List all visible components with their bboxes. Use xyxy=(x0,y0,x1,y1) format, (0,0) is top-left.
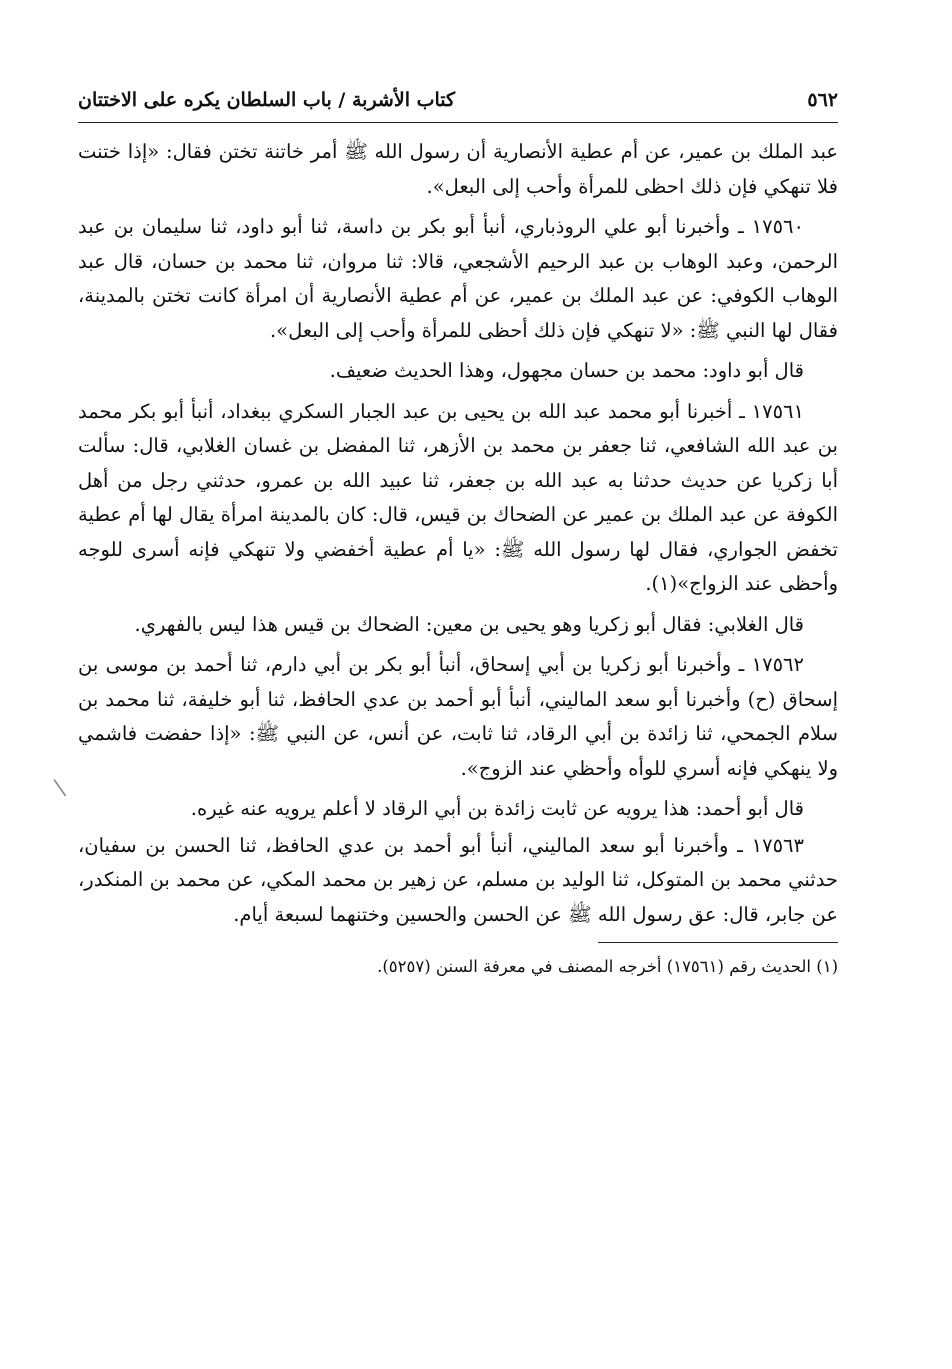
margin-pencil-mark: | xyxy=(49,774,69,799)
comment-abu-dawud: قال أبو داود: محمد بن حسان مجهول، وهذا الحديث ضعيف. xyxy=(329,359,804,382)
comment-abu-ahmad: قال أبو أحمد: هذا يرويه عن ثابت زائدة بن أبي الرقاد لا أعلم يرويه عنه غيره. xyxy=(190,797,804,820)
running-title: كتاب الأشربة / باب السلطان يكره على الاختتان xyxy=(78,89,456,111)
hadith-17560: ١٧٥٦٠ ـ وأخبرنا أبو علي الروذباري، أنبأ أبو بكر بن داسة، ثنا أبو داود، ثنا سليمان بن عبد الرحمن، وعبد الوهاب بن عبد الرحيم الأشجعي، قالا: ثنا مروان، ثنا محمد بن حسان، قال عبد الوهاب الكوفي: عن عبد الملك بن عمير، عن أم عطية الأنصارية أن امرأة كانت تختن بالمدينة، فقال لها النبي ﷺ: «لا تنهكي فإن ذلك أحظى للمرأة وأحب إلى البعل». xyxy=(78,215,838,342)
comment-ghalabi: قال الغلابي: فقال أبو زكريا وهو يحيى بن معين: الضحاك بن قيس هذا ليس بالفهري. xyxy=(134,612,804,636)
page-number: ٥٦٢ xyxy=(807,89,838,111)
running-head xyxy=(78,78,838,123)
page xyxy=(78,78,838,981)
hadith-17563: ١٧٥٦٣ ـ وأخبرنا أبو سعد الماليني، أنبأ أبو أحمد بن عدي الحافظ، ثنا الحسن بن سفيان، حدثني محمد بن المتوكل، ثنا الوليد بن مسلم، عن زهير بن محمد المكي، عن محمد بن المنكدر، عن جابر، قال: عق رسول الله ﷺ عن الحسن والحسين وختنهما لسبعة أيام. xyxy=(78,833,838,926)
footnote: (١) الحديث رقم (١٧٥٦١) أخرجه المصنف في معرفة السنن (٥٢٥٧). xyxy=(377,957,838,976)
hadith-17562: ١٧٥٦٢ ـ وأخبرنا أبو زكريا بن أبي إسحاق، أنبأ أبو بكر بن أبي دارم، ثنا أحمد بن موسى بن إسحاق (ح) وأخبرنا أبو سعد الماليني، أنبأ أبو أحمد بن عدي الحافظ، ثنا أبو خليفة، ثنا محمد بن سلام الجمحي، ثنا زائدة بن أبي الرقاد، ثنا ثابت، عن أنس، عن النبي ﷺ: «إذا حفضت فاشمي ولا ينهكي فإنه أسري للوأه وأحظي عند الزوج». xyxy=(78,653,838,780)
footnote-rule xyxy=(598,942,838,943)
paragraph-continuation: عبد الملك بن عمير، عن أم عطية الأنصارية أن رسول الله ﷺ أمر خاتنة تختن فقال: «إذا ختنت فلا تنهكي فإن ذلك احظى للمرأة وأحب إلى البعل». xyxy=(78,140,838,198)
body-text xyxy=(78,135,838,932)
hadith-17561: ١٧٥٦١ ـ أخبرنا أبو محمد عبد الله بن يحيى بن عبد الجبار السكري ببغداد، أنبأ أبو بكر محمد بن عبد الله الشافعي، ثنا جعفر بن محمد بن الأزهر، ثنا المفضل بن غسان الغلابي، قال: سألت أبا زكريا عن حديث حدثنا به عبد الله بن جعفر، ثنا عبيد الله بن عمرو، حدثني رجل من أهل الكوفة عن عبد الملك بن عمير عن الضحاك بن قيس، قال: كان بالمدينة امرأة يقال لها أم عطية تخفض الجواري، فقال لها رسول الله ﷺ: «يا أم عطية أخفضي ولا تنهكي فإنه أسرى للوجه وأحظى عند الزواج»(١). xyxy=(78,399,838,595)
